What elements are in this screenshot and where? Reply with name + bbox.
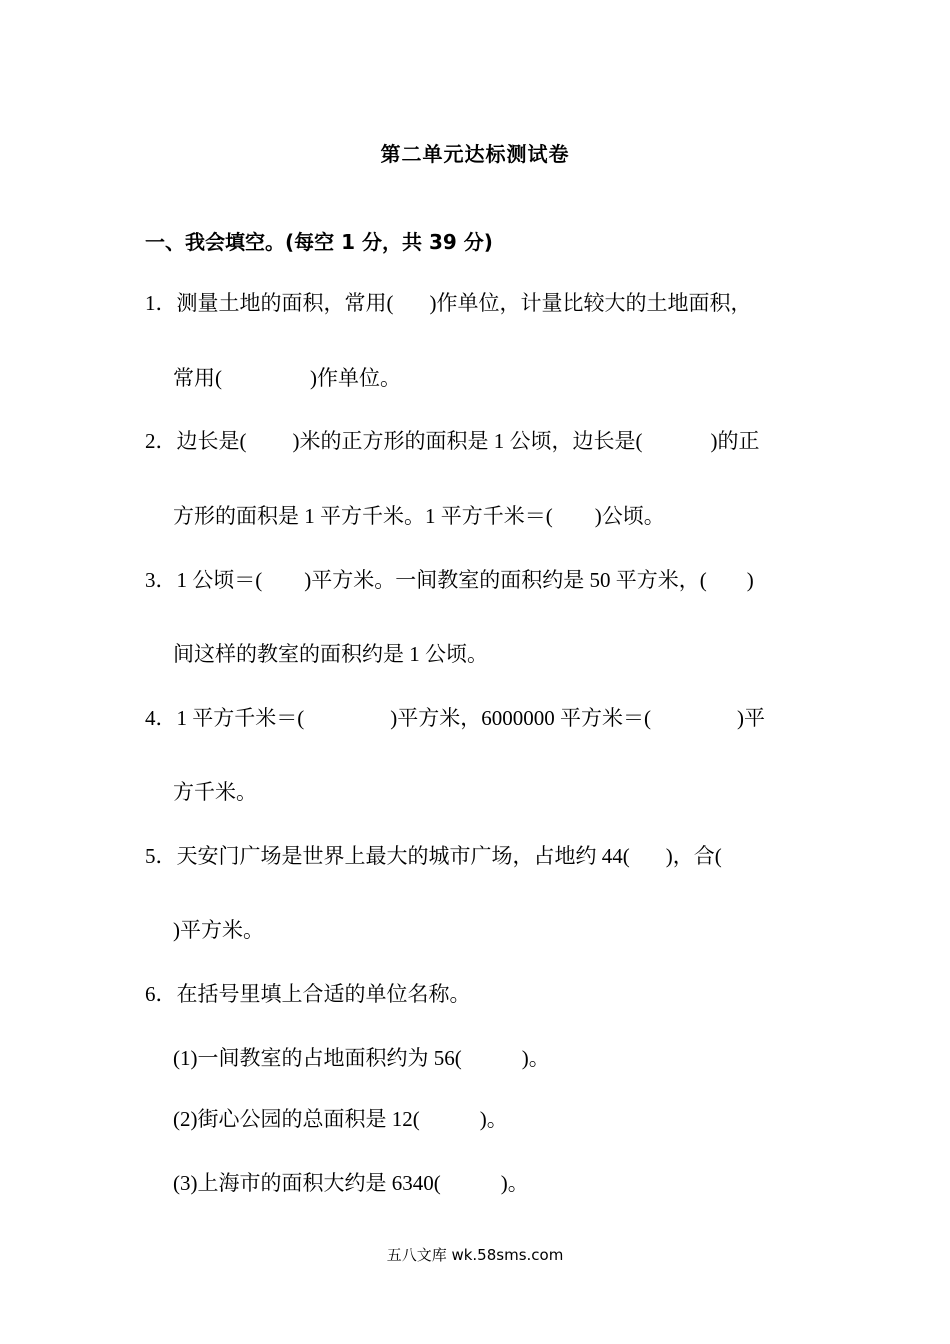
question-4-line-2: 方千米。 [173,780,257,804]
section-heading-fill-in: 一、我会填空。(每空 1 分，共 39 分) [145,230,493,254]
question-6-sub-1: (1)一间教室的占地面积约为 56( )。 [173,1046,550,1070]
question-1-line-1: 1．测量土地的面积，常用( )作单位，计量比较大的土地面积， [145,291,752,315]
question-6-sub-3: (3)上海市的面积大约是 6340( )。 [173,1171,529,1195]
page-title: 第二单元达标测试卷 [380,142,570,166]
question-number: 5． [145,844,177,868]
question-3-line-1: 3．1 公顷＝( )平方米。一间教室的面积约是 50 平方米，( ) [145,568,754,592]
question-4-line-1: 4．1 平方千米＝( )平方米，6000000 平方米＝( )平 [145,706,765,730]
question-2-line-1: 2．边长是( )米的正方形的面积是 1 公顷，边长是( )的正 [145,429,760,453]
question-5-line-2: )平方米。 [173,918,264,942]
question-number: 4． [145,706,177,730]
question-2-line-2: 方形的面积是 1 平方千米。1 平方千米＝( )公顷。 [173,504,665,528]
page-footer: 五八文库 wk.58sms.com [386,1246,564,1264]
question-number: 2． [145,429,177,453]
question-6-line-1: 6．在括号里填上合适的单位名称。 [145,982,471,1006]
question-number: 1． [145,291,177,315]
question-5-line-1: 5．天安门广场是世界上最大的城市广场，占地约 44( )，合( [145,844,722,868]
question-number: 3． [145,568,177,592]
question-number: 6． [145,982,177,1006]
question-1-line-2: 常用( )作单位。 [173,366,401,390]
question-3-line-2: 间这样的教室的面积约是 1 公顷。 [173,642,488,666]
question-6-sub-2: (2)街心公园的总面积是 12( )。 [173,1107,508,1131]
